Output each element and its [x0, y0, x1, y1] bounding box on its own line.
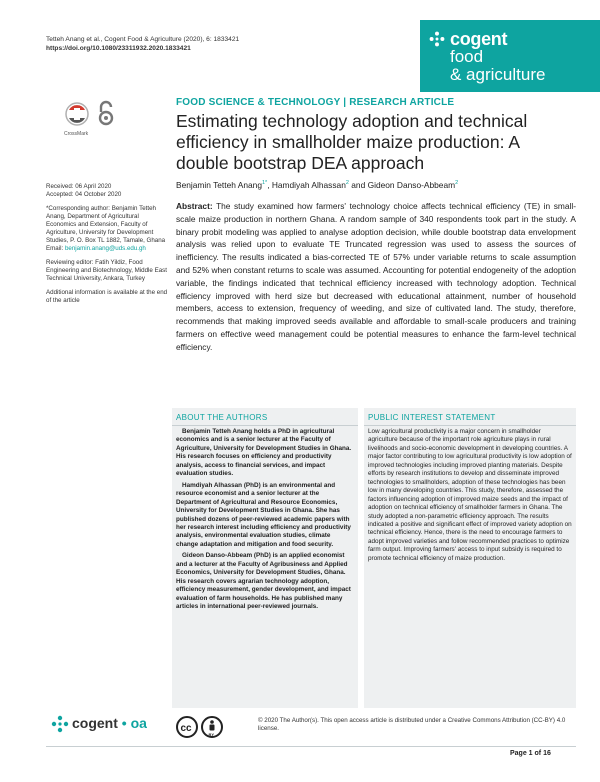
reviewing-editor: Reviewing editor: Fatih Yildiz, Food Engineering and Biotechnology, Middle East Technical University, Ankara, Turkey	[46, 259, 167, 282]
citation-text: Tetteh Anang et al., Cogent Food & Agriculture (2020), 6: 1833421	[46, 36, 240, 43]
license-text: © 2020 The Author(s). This open access article is distributed under a Creative Commons Attribution (CC-BY) 4.0 license.	[258, 717, 566, 732]
doi-link[interactable]: https://doi.org/10.1080/23311932.2020.1833421	[46, 45, 191, 52]
citation-header	[46, 35, 239, 53]
accepted-date: Accepted: 04 October 2020	[46, 191, 122, 198]
email-label: Email:	[46, 245, 64, 252]
public-interest-text: Low agricultural productivity is a major concern in smallholder agriculture because of the important role agriculture plays in rural livelihoods and socio-economic development in developing countries. A major factor contributing to low agricultural productivity is low adoption of improved technologies including improved planting materials. Despite efforts by research institutions to develop and disseminate improved technologies to smallholders, adoption of these technologies has been low in many developing countries. This study, therefore, assessed the factors influencing adoption of improved maize seeds and the impact of adoption on technical efficiency of smallholder farmers in Ghana. The study adopted a non-parametric efficiency approach. The results indicated a positive and significant effect of improved variety adoption on technical efficiency. Hence, there is the need to encourage farmers to adopt improved varieties and follow recommended practices to optimize farm output. Improving farmers' access to input subsidy is required to promote technical efficiency of maize production.	[368, 428, 572, 562]
about-authors-panel	[172, 408, 358, 708]
author-bio: Gideon Danso-Abbeam (PhD) is an applied economist and a lecturer at the Faculty of Agribusiness and Applied Economics, University for Development Studies, Ghana. His research covers agrarian technology adoption, efficiency measurement, gender development, and impact evaluation of farm households. He has published many articles in international peer-reviewed journals.	[176, 552, 351, 611]
cogent-swirl-icon	[50, 714, 70, 734]
abstract-label: Abstract:	[176, 201, 213, 211]
cogent-oa-logo: cogent • oa	[50, 712, 160, 734]
section-label: FOOD SCIENCE & TECHNOLOGY | RESEARCH ARTICLE	[176, 97, 455, 108]
creative-commons-icon[interactable]	[176, 716, 226, 738]
author-affiliation-mark: 2	[345, 180, 349, 187]
author-list: Benjamin Tetteh Anang$^{1*}$, Hamdiyah Alhassan$^2$ and Gideon Danso-Abbeam$^2$	[176, 180, 459, 190]
abstract-text: The study examined how farmers' technology choice affects technical efficiency (TE) in small-scale maize production in northern Ghana. A random sample of 340 respondents took part in the study. A binary probit modeling was applied to analyse adoption decision, while double bootstrap data envelopment analysis was relied upon to evaluate TE Truncated regression was used to assess the sources of inefficiency. The results indicated a bias-corrected TE of 57% under variable returns to scale assumption and 52% when constant returns to scale was assumed. Accounting for potential endogeneity of the adoption variable, the findings indicated that technical efficiency increased with technology adoption. Technical efficiency improved with herd size but decreased with educational attainment, number of household members, access to extension, frequency of weeding, and size of cultivated land. The study, therefore, recommends that making improved seeds available and affordable to small-scale producers and training farmers on effective weed management could be potential measures to enhance the farm-level technical efficiency.	[176, 201, 576, 352]
received-date: Received: 06 April 2020	[46, 183, 112, 190]
footer-divider	[46, 746, 576, 747]
email-link[interactable]: benjamin.anang@uds.edu.gh	[64, 245, 146, 252]
author-name[interactable]: Gideon Danso-Abbeam	[367, 180, 456, 190]
article-metadata-sidebar	[46, 183, 168, 311]
logo-oa: oa	[130, 715, 147, 731]
svg-text:BY: BY	[208, 732, 215, 737]
logo-cogent: cogent	[72, 715, 118, 731]
svg-text:cc: cc	[180, 723, 192, 734]
abstract	[176, 200, 576, 354]
svg-text:CrossMark: CrossMark	[64, 131, 89, 137]
page-number: Page 1 of 16	[510, 750, 551, 757]
author-affiliation-mark: 1*	[261, 180, 268, 187]
additional-info: Additional information is available at the end of the article	[46, 289, 168, 304]
cogent-swirl-icon	[428, 30, 446, 48]
public-interest-panel	[364, 408, 576, 708]
journal-logo	[420, 20, 600, 92]
about-authors-heading: ABOUT THE AUTHORS	[172, 408, 358, 426]
logo-brand: cogent	[450, 29, 508, 49]
article-badges	[60, 100, 160, 140]
author-bio: Hamdiyah Alhassan (PhD) is an environmental and resource economist and a senior lecturer at the Department of Agricultural and Resource Economics, University for Development Studies in Ghana. She has published dozens of peer-reviewed academic papers with her research interest including efficiency and productivity analysis, environmental evaluation studies, climate change adaptation and mitigation and food security.	[176, 481, 351, 548]
author-affiliation-mark: 2	[455, 180, 459, 187]
public-interest-heading: PUBLIC INTEREST STATEMENT	[364, 408, 576, 426]
author-name[interactable]: Hamdiyah Alhassan	[271, 180, 346, 190]
article-title: Estimating technology adoption and technical efficiency in smallholder maize production: A double bootstrap DEA approach	[176, 111, 528, 173]
author-bio: Benjamin Tetteh Anang holds a PhD in agricultural economics and is a senior lecturer at the Faculty of Agriculture, University for Development Studies in Ghana. His research focuses on efficiency and productivity analysis, access to financial services, and impact evaluation studies.	[176, 428, 352, 478]
author-name[interactable]: Benjamin Tetteh Anang	[176, 180, 262, 190]
crossmark-icon[interactable]	[64, 103, 89, 137]
logo-line2: & agriculture	[450, 65, 546, 84]
open-access-icon	[100, 102, 112, 124]
corresponding-author: *Corresponding author: Benjamin Tetteh Anang, Department of Agricultural Economics and Extension, Faculty of Agriculture, University for Development Studies, P. O. Box TL 1882, Tamale, Ghana	[46, 205, 166, 244]
logo-line1: food	[450, 47, 484, 66]
